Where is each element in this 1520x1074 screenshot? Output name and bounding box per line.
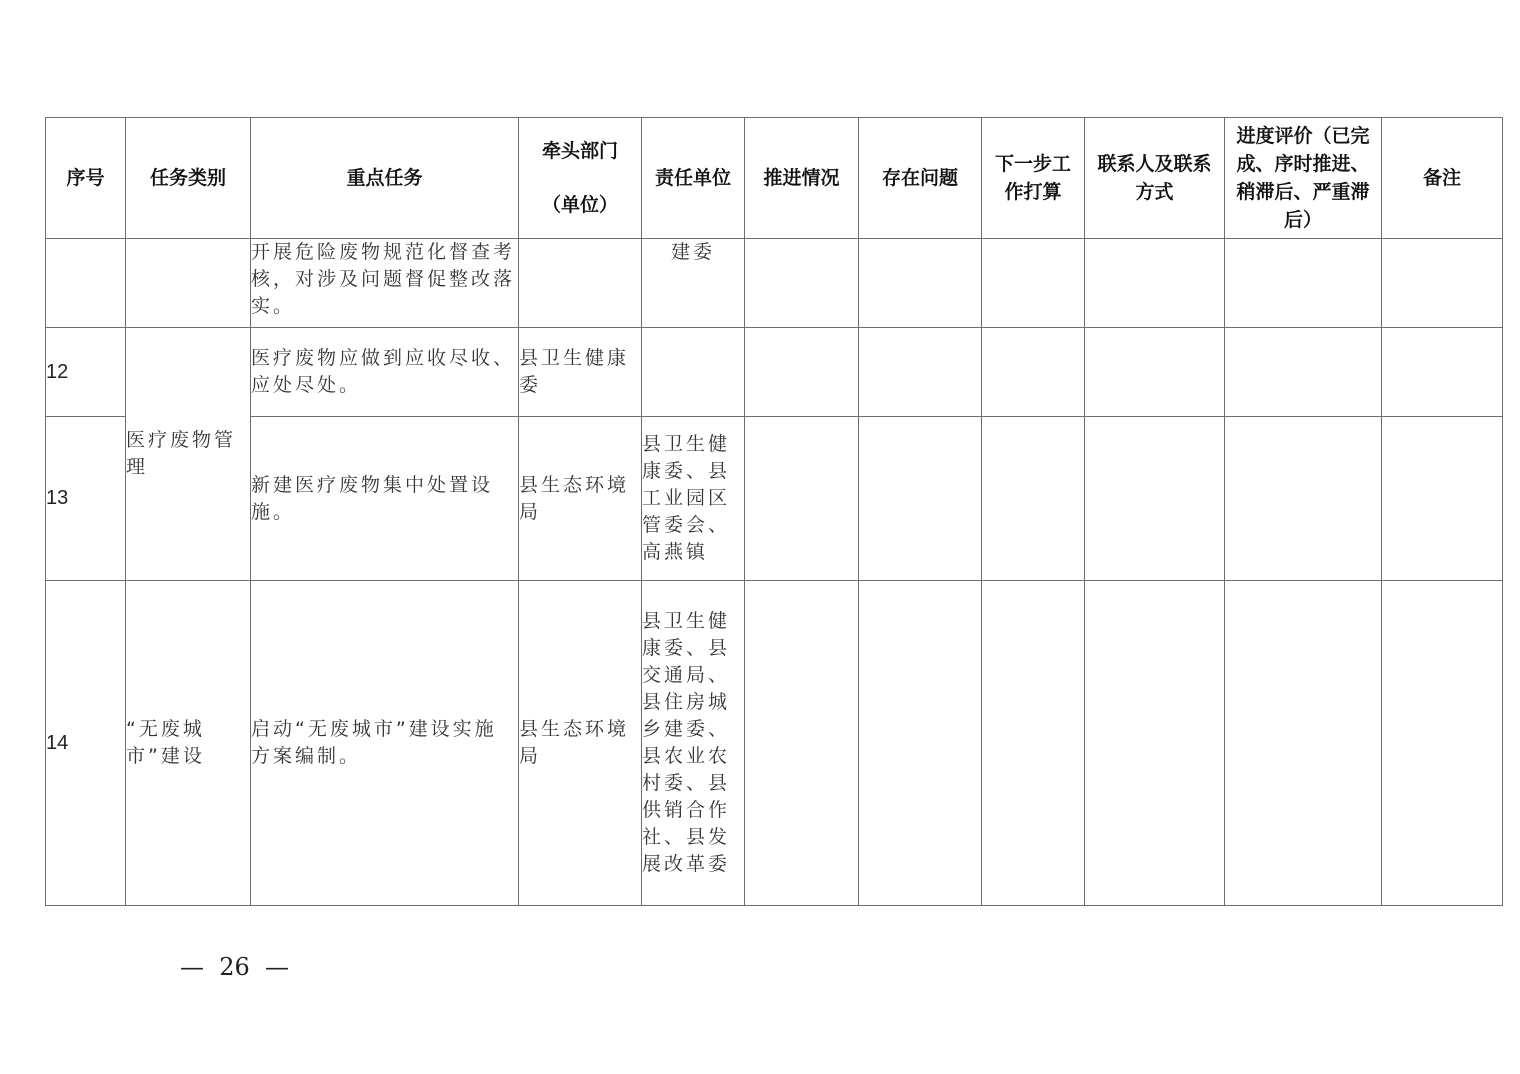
row-resp: 建委 xyxy=(642,239,745,328)
row-issues xyxy=(859,239,982,328)
header-resp-label: 责任单位 xyxy=(654,167,731,189)
row-lead: 县生态环境局 xyxy=(519,417,642,581)
row-contact xyxy=(1085,417,1225,581)
header-seq: 序号 xyxy=(46,118,126,239)
row-remark xyxy=(1382,417,1503,581)
row-next xyxy=(982,328,1085,417)
row-seq: 14 xyxy=(46,581,126,906)
table-row xyxy=(46,581,1503,906)
row-seq: 12 xyxy=(46,328,126,417)
row-contact xyxy=(1085,581,1225,906)
row-resp: 县卫生健康委、县工业园区管委会、高燕镇 xyxy=(642,417,745,581)
table-row xyxy=(46,417,1503,581)
row-progress xyxy=(745,581,859,906)
row-progress xyxy=(745,417,859,581)
row-contact xyxy=(1085,239,1225,328)
header-progress: 推进情况 xyxy=(745,118,859,239)
row-next xyxy=(982,239,1085,328)
header-contact-label: 联系人及联系方式 xyxy=(1097,153,1212,203)
header-next-label: 下一步工作打算 xyxy=(994,153,1071,203)
row-task: 开展危险废物规范化督查考核，对涉及问题督促整改落实。 xyxy=(251,239,519,328)
row-issues xyxy=(859,417,982,581)
header-resp xyxy=(642,118,745,239)
row-remark xyxy=(1382,328,1503,417)
row-resp: 县卫生健康委、县交通局、县住房城乡建委、县农业农村委、县供销合作社、县发展改革委 xyxy=(642,581,745,906)
header-lead-line1: 牵头部门 xyxy=(541,140,618,162)
header-remark: 备注 xyxy=(1382,118,1503,239)
header-lead-line2: （单位） xyxy=(541,194,618,216)
page-number: — 26 — xyxy=(180,953,290,981)
row-lead xyxy=(519,239,642,328)
header-eval-label: 进度评价（已完成、序时推进、稍滞后、严重滞后） xyxy=(1236,125,1370,231)
row-task: 医疗废物应做到应收尽收、应处尽处。 xyxy=(251,328,519,417)
table-row xyxy=(46,239,1503,328)
row-category xyxy=(126,239,251,328)
row-eval xyxy=(1225,581,1382,906)
row-resp xyxy=(642,328,745,417)
row-lead: 县生态环境局 xyxy=(519,581,642,906)
table-row xyxy=(46,328,1503,417)
row-eval xyxy=(1225,328,1382,417)
row-task: 启动“无废城市”建设实施方案编制。 xyxy=(251,581,519,906)
header-eval xyxy=(1225,118,1382,239)
header-issues: 存在问题 xyxy=(859,118,982,239)
header-category: 任务类别 xyxy=(126,118,251,239)
row-contact xyxy=(1085,328,1225,417)
row-remark xyxy=(1382,581,1503,906)
row-seq: 13 xyxy=(46,417,126,581)
row-issues xyxy=(859,328,982,417)
row-progress xyxy=(745,328,859,417)
row-next xyxy=(982,581,1085,906)
task-table xyxy=(45,117,1503,906)
header-next xyxy=(982,118,1085,239)
header-row xyxy=(46,118,1503,239)
row-category: “无废城市”建设 xyxy=(126,581,251,906)
row-category: 医疗废物管理 xyxy=(126,328,251,581)
row-progress xyxy=(745,239,859,328)
header-task: 重点任务 xyxy=(251,118,519,239)
row-remark xyxy=(1382,239,1503,328)
row-task: 新建医疗废物集中处置设施。 xyxy=(251,417,519,581)
row-next xyxy=(982,417,1085,581)
row-seq xyxy=(46,239,126,328)
row-lead: 县卫生健康委 xyxy=(519,328,642,417)
header-lead xyxy=(519,118,642,239)
row-eval xyxy=(1225,417,1382,581)
row-issues xyxy=(859,581,982,906)
row-eval xyxy=(1225,239,1382,328)
header-contact xyxy=(1085,118,1225,239)
